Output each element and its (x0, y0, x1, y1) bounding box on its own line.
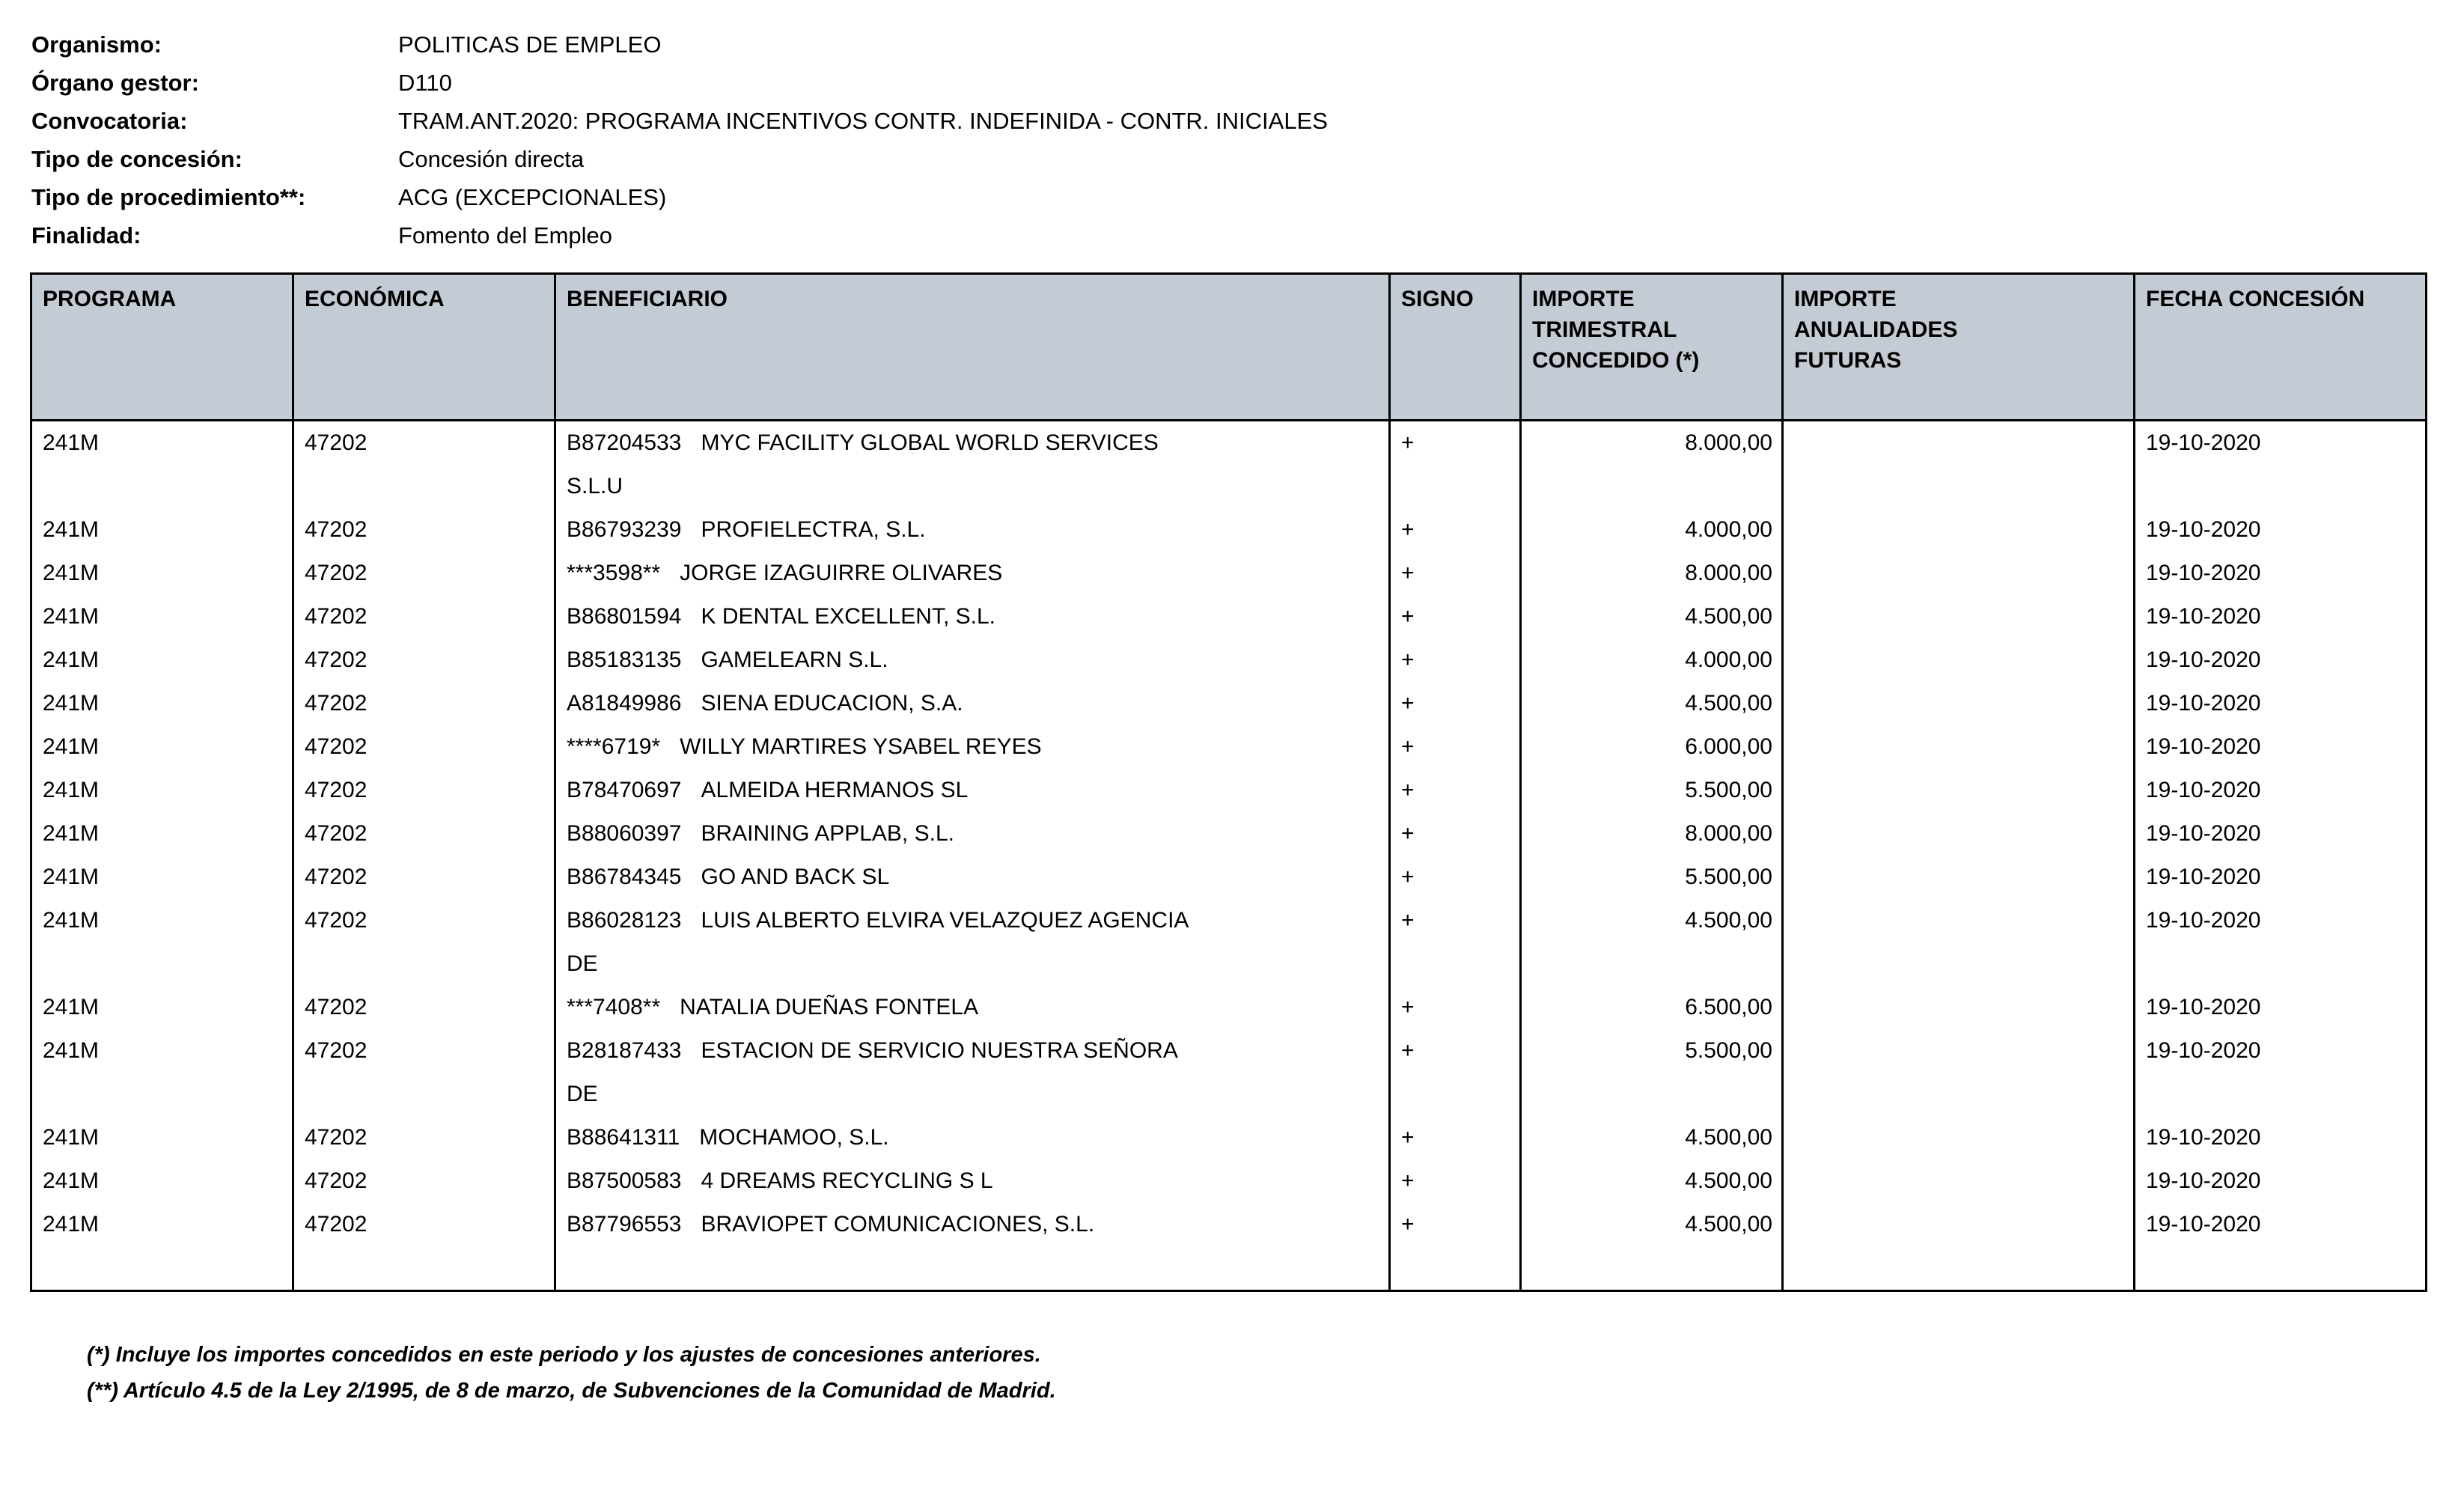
cell-programa: 241M (31, 812, 293, 856)
cell-programa: 241M (31, 769, 293, 812)
cell-importe-trimestral: 4.500,00 (1521, 1159, 1783, 1203)
beneficiario-nif: B78470697 (567, 778, 682, 802)
cell-beneficiario (555, 552, 1390, 595)
column-header-economica: ECONÓMICA (293, 274, 555, 421)
cell-fecha-concesion: 19-10-2020 (2135, 552, 2427, 595)
beneficiario-nombre: NATALIA DUEÑAS FONTELA (680, 995, 979, 1019)
table-row (31, 638, 2427, 682)
beneficiario-nombre: ALMEIDA HERMANOS SL (701, 778, 969, 802)
cell-signo: + (1390, 508, 1521, 552)
cell-beneficiario (555, 595, 1390, 638)
beneficiario-nombre: LUIS ALBERTO ELVIRA VELAZQUEZ AGENCIA (701, 908, 1189, 933)
cell-signo: + (1390, 1116, 1521, 1159)
column-header-importe-line1: IMPORTE (1532, 287, 1635, 311)
cell-anualidades-futuras (1783, 769, 2135, 812)
cell-fecha-concesion: 19-10-2020 (2135, 812, 2427, 856)
cell-economica: 47202 (293, 595, 555, 638)
beneficiario-nif: ***3598** (567, 561, 661, 585)
table-row (31, 552, 2427, 595)
cell-importe-trimestral: 5.500,00 (1521, 1029, 1783, 1116)
header-meta-block (31, 25, 2425, 254)
cell-programa: 241M (31, 1159, 293, 1203)
cell-beneficiario (555, 638, 1390, 682)
cell-fecha-concesion: 19-10-2020 (2135, 682, 2427, 725)
cell-anualidades-futuras (1783, 1116, 2135, 1159)
beneficiario-nombre: 4 DREAMS RECYCLING S L (701, 1168, 993, 1193)
table-row (31, 725, 2427, 769)
beneficiario-nombre: BRAINING APPLAB, S.L. (701, 821, 954, 846)
cell-anualidades-futuras (1783, 421, 2135, 509)
column-header-anualidades-line2: ANUALIDADES (1794, 317, 1958, 342)
beneficiario-nombre-line2: S.L.U (567, 474, 623, 499)
cell-filler-beneficiario (555, 1246, 1390, 1291)
beneficiario-nombre: GAMELEARN S.L. (701, 647, 888, 672)
meta-value-organismo: POLITICAS DE EMPLEO (398, 31, 662, 58)
beneficiario-nif: B87204533 (567, 430, 682, 455)
cell-importe-trimestral: 5.500,00 (1521, 769, 1783, 812)
beneficiario-nombre: ESTACION DE SERVICIO NUESTRA SEÑORA (701, 1038, 1178, 1063)
cell-economica: 47202 (293, 1116, 555, 1159)
beneficiario-nif: B86793239 (567, 517, 682, 542)
table-row (31, 595, 2427, 638)
cell-filler-programa (31, 1246, 293, 1291)
cell-fecha-concesion: 19-10-2020 (2135, 421, 2427, 509)
cell-programa: 241M (31, 552, 293, 595)
column-header-importe-line3: CONCEDIDO (*) (1532, 348, 1700, 373)
meta-label-tipo-procedimiento: Tipo de procedimiento**: (31, 184, 306, 210)
cell-programa: 241M (31, 421, 293, 509)
meta-value-organo-gestor: D110 (398, 70, 452, 96)
cell-anualidades-futuras (1783, 508, 2135, 552)
meta-row-organismo (31, 25, 2425, 64)
column-header-anualidades-line1: IMPORTE (1794, 287, 1897, 311)
meta-row-organo-gestor (31, 64, 2425, 102)
beneficiario-nombre: PROFIELECTRA, S.L. (701, 517, 926, 542)
cell-programa: 241M (31, 595, 293, 638)
footnotes (87, 1337, 2425, 1409)
cell-filler-fecha (2135, 1246, 2427, 1291)
cell-anualidades-futuras (1783, 552, 2135, 595)
cell-importe-trimestral: 4.500,00 (1521, 1116, 1783, 1159)
meta-label-organo-gestor: Órgano gestor: (31, 70, 199, 96)
cell-anualidades-futuras (1783, 986, 2135, 1029)
table-row (31, 1203, 2427, 1246)
table-header (31, 274, 2427, 421)
beneficiario-nif: B88641311 (567, 1125, 680, 1150)
beneficiario-nombre: K DENTAL EXCELLENT, S.L. (701, 604, 995, 629)
cell-programa: 241M (31, 899, 293, 986)
table-row (31, 899, 2427, 986)
beneficiario-nombre: GO AND BACK SL (701, 865, 890, 889)
cell-signo: + (1390, 1029, 1521, 1116)
cell-economica: 47202 (293, 682, 555, 725)
beneficiario-nombre: JORGE IZAGUIRRE OLIVARES (680, 561, 1003, 585)
beneficiario-nif: B86784345 (567, 865, 682, 889)
cell-fecha-concesion: 19-10-2020 (2135, 1159, 2427, 1203)
beneficiario-nombre: MOCHAMOO, S.L. (699, 1125, 889, 1150)
beneficiario-nif: A81849986 (567, 691, 682, 716)
column-header-beneficiario: BENEFICIARIO (555, 274, 1390, 421)
cell-importe-trimestral: 4.500,00 (1521, 682, 1783, 725)
beneficiario-nif: ***7408** (567, 995, 661, 1019)
footnote-asterisk: (*) Incluye los importes concedidos en este periodo y los ajustes de concesiones anteriores. (87, 1343, 1041, 1367)
table-row (31, 856, 2427, 899)
cell-beneficiario (555, 725, 1390, 769)
cell-signo: + (1390, 856, 1521, 899)
cell-importe-trimestral: 4.500,00 (1521, 595, 1783, 638)
cell-programa: 241M (31, 508, 293, 552)
table-row (31, 1116, 2427, 1159)
cell-filler-importe (1521, 1246, 1783, 1291)
cell-programa: 241M (31, 682, 293, 725)
column-header-programa: PROGRAMA (31, 274, 293, 421)
table-row (31, 421, 2427, 509)
meta-value-tipo-concesion: Concesión directa (398, 146, 585, 172)
cell-economica: 47202 (293, 899, 555, 986)
cell-anualidades-futuras (1783, 595, 2135, 638)
column-header-anualidades-futuras (1783, 274, 2135, 421)
cell-importe-trimestral: 8.000,00 (1521, 552, 1783, 595)
cell-economica: 47202 (293, 986, 555, 1029)
cell-importe-trimestral: 4.500,00 (1521, 1203, 1783, 1246)
meta-label-finalidad: Finalidad: (31, 222, 141, 249)
cell-anualidades-futuras (1783, 856, 2135, 899)
column-header-importe-trimestral (1521, 274, 1783, 421)
cell-beneficiario (555, 856, 1390, 899)
table-row (31, 1029, 2427, 1116)
cell-signo: + (1390, 769, 1521, 812)
cell-beneficiario (555, 812, 1390, 856)
cell-economica: 47202 (293, 552, 555, 595)
cell-anualidades-futuras (1783, 638, 2135, 682)
beneficiario-nif: B86028123 (567, 908, 682, 933)
cell-economica: 47202 (293, 856, 555, 899)
cell-fecha-concesion: 19-10-2020 (2135, 769, 2427, 812)
cell-importe-trimestral: 8.000,00 (1521, 421, 1783, 509)
cell-signo: + (1390, 812, 1521, 856)
meta-row-tipo-procedimiento (31, 178, 2425, 216)
grants-table (30, 272, 2427, 1292)
column-header-fecha-concesion: FECHA CONCESIÓN (2135, 274, 2427, 421)
beneficiario-nif: B87796553 (567, 1212, 682, 1237)
column-header-importe-line2: TRIMESTRAL (1532, 317, 1677, 342)
table-row (31, 1159, 2427, 1203)
cell-signo: + (1390, 1203, 1521, 1246)
beneficiario-nif: B88060397 (567, 821, 682, 846)
table-row (31, 682, 2427, 725)
cell-beneficiario (555, 1029, 1390, 1116)
cell-fecha-concesion: 19-10-2020 (2135, 725, 2427, 769)
cell-filler-signo (1390, 1246, 1521, 1291)
beneficiario-nif: B86801594 (567, 604, 682, 629)
column-header-anualidades-line3: FUTURAS (1794, 348, 1902, 373)
cell-programa: 241M (31, 856, 293, 899)
beneficiario-nif: B28187433 (567, 1038, 682, 1063)
table-row-filler (31, 1246, 2427, 1291)
cell-importe-trimestral: 6.000,00 (1521, 725, 1783, 769)
cell-beneficiario (555, 682, 1390, 725)
meta-label-tipo-concesion: Tipo de concesión: (31, 146, 243, 172)
cell-anualidades-futuras (1783, 899, 2135, 986)
cell-beneficiario (555, 508, 1390, 552)
cell-importe-trimestral: 6.500,00 (1521, 986, 1783, 1029)
cell-economica: 47202 (293, 769, 555, 812)
cell-fecha-concesion: 19-10-2020 (2135, 899, 2427, 986)
cell-economica: 47202 (293, 812, 555, 856)
cell-beneficiario (555, 1159, 1390, 1203)
cell-economica: 47202 (293, 725, 555, 769)
cell-anualidades-futuras (1783, 725, 2135, 769)
cell-signo: + (1390, 638, 1521, 682)
beneficiario-nombre-line2: DE (567, 1082, 598, 1106)
cell-programa: 241M (31, 725, 293, 769)
cell-signo: + (1390, 552, 1521, 595)
cell-signo: + (1390, 595, 1521, 638)
cell-signo: + (1390, 986, 1521, 1029)
cell-beneficiario (555, 769, 1390, 812)
cell-fecha-concesion: 19-10-2020 (2135, 638, 2427, 682)
cell-filler-economica (293, 1246, 555, 1291)
column-header-signo: SIGNO (1390, 274, 1521, 421)
meta-label-organismo: Organismo: (31, 31, 162, 58)
cell-beneficiario (555, 1116, 1390, 1159)
meta-row-convocatoria (31, 102, 2425, 140)
beneficiario-nombre: MYC FACILITY GLOBAL WORLD SERVICES (701, 430, 1159, 455)
cell-anualidades-futuras (1783, 1159, 2135, 1203)
table-row (31, 769, 2427, 812)
cell-importe-trimestral: 5.500,00 (1521, 856, 1783, 899)
cell-fecha-concesion: 19-10-2020 (2135, 508, 2427, 552)
cell-economica: 47202 (293, 1159, 555, 1203)
table-header-row (31, 274, 2427, 421)
beneficiario-nombre-line2: DE (567, 951, 598, 976)
cell-economica: 47202 (293, 421, 555, 509)
table-row (31, 812, 2427, 856)
cell-economica: 47202 (293, 508, 555, 552)
cell-signo: + (1390, 682, 1521, 725)
meta-value-finalidad: Fomento del Empleo (398, 222, 613, 249)
cell-programa: 241M (31, 1203, 293, 1246)
beneficiario-nombre: BRAVIOPET COMUNICACIONES, S.L. (701, 1212, 1095, 1237)
cell-economica: 47202 (293, 1029, 555, 1116)
cell-importe-trimestral: 4.000,00 (1521, 508, 1783, 552)
cell-anualidades-futuras (1783, 682, 2135, 725)
cell-fecha-concesion: 19-10-2020 (2135, 856, 2427, 899)
cell-fecha-concesion: 19-10-2020 (2135, 1029, 2427, 1116)
cell-importe-trimestral: 4.500,00 (1521, 899, 1783, 986)
cell-programa: 241M (31, 986, 293, 1029)
meta-label-convocatoria: Convocatoria: (31, 108, 188, 134)
cell-beneficiario (555, 899, 1390, 986)
meta-row-finalidad (31, 216, 2425, 254)
cell-programa: 241M (31, 1029, 293, 1116)
beneficiario-nombre: WILLY MARTIRES YSABEL REYES (680, 734, 1042, 759)
cell-signo: + (1390, 725, 1521, 769)
cell-fecha-concesion: 19-10-2020 (2135, 1203, 2427, 1246)
cell-fecha-concesion: 19-10-2020 (2135, 1116, 2427, 1159)
cell-fecha-concesion: 19-10-2020 (2135, 986, 2427, 1029)
cell-anualidades-futuras (1783, 1203, 2135, 1246)
cell-anualidades-futuras (1783, 1029, 2135, 1116)
table-body (31, 421, 2427, 1291)
cell-importe-trimestral: 8.000,00 (1521, 812, 1783, 856)
cell-signo: + (1390, 1159, 1521, 1203)
cell-importe-trimestral: 4.000,00 (1521, 638, 1783, 682)
cell-signo: + (1390, 421, 1521, 509)
beneficiario-nif: B87500583 (567, 1168, 682, 1193)
beneficiario-nif: ****6719* (567, 734, 661, 759)
cell-fecha-concesion: 19-10-2020 (2135, 595, 2427, 638)
cell-signo: + (1390, 899, 1521, 986)
footnote-double-asterisk: (**) Artículo 4.5 de la Ley 2/1995, de 8 de marzo, de Subvenciones de la Comunidad de Madrid. (87, 1379, 1056, 1403)
cell-filler-anualidades (1783, 1246, 2135, 1291)
cell-anualidades-futuras (1783, 812, 2135, 856)
beneficiario-nombre: SIENA EDUCACION, S.A. (701, 691, 963, 716)
table-row (31, 986, 2427, 1029)
beneficiario-nif: B85183135 (567, 647, 682, 672)
cell-programa: 241M (31, 638, 293, 682)
meta-value-convocatoria: TRAM.ANT.2020: PROGRAMA INCENTIVOS CONTR. INDEFINIDA - CONTR. INICIALES (398, 108, 1328, 134)
table-row (31, 508, 2427, 552)
cell-economica: 47202 (293, 638, 555, 682)
cell-beneficiario (555, 986, 1390, 1029)
cell-programa: 241M (31, 1116, 293, 1159)
cell-beneficiario (555, 421, 1390, 509)
meta-value-tipo-procedimiento: ACG (EXCEPCIONALES) (398, 184, 667, 210)
cell-economica: 47202 (293, 1203, 555, 1246)
meta-row-tipo-concesion (31, 140, 2425, 178)
cell-beneficiario (555, 1203, 1390, 1246)
